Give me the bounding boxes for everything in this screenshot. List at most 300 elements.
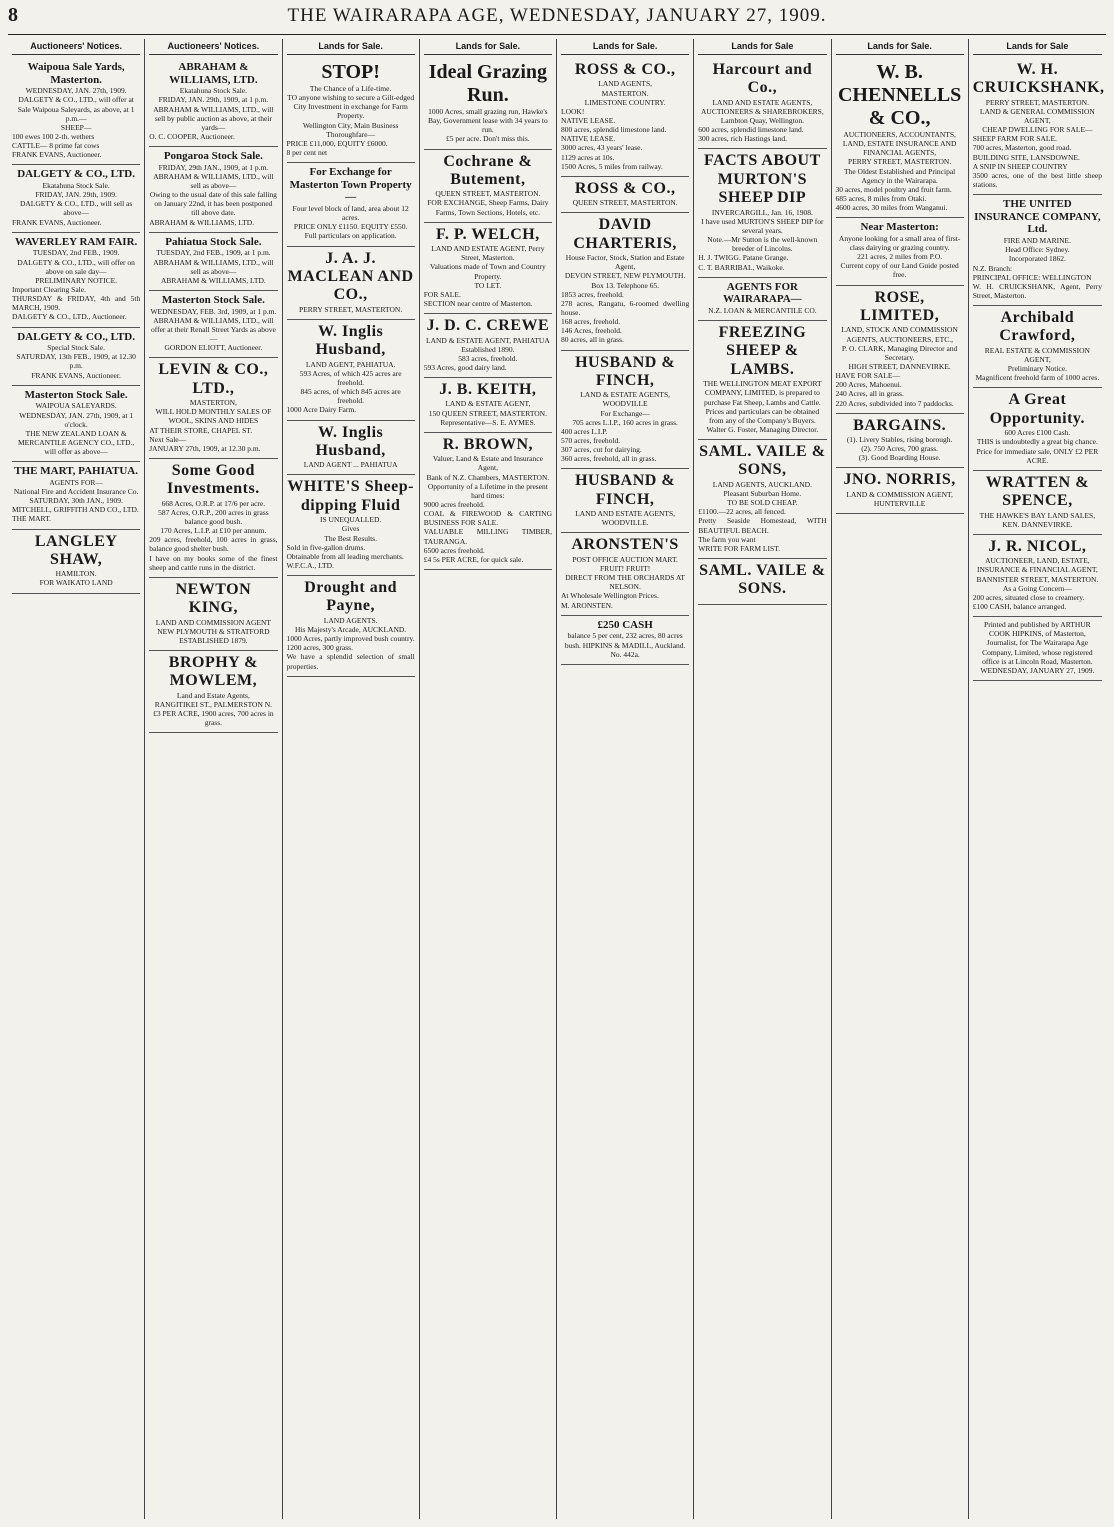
ad-text: FRANK EVANS, Auctioneer.	[12, 217, 102, 227]
ad-text: IS UNEQUALLED.	[320, 515, 382, 525]
column-6	[694, 39, 831, 1519]
ad-text: WILL HOLD MONTHLY SALES OF	[155, 407, 272, 417]
ad-text: Next Sale—	[149, 434, 187, 444]
ad-text: PRINCIPAL OFFICE: WELLINGTON	[972, 272, 1092, 282]
ad-text: JANUARY 27th, 1909, at 12.30 p.m.	[149, 443, 261, 453]
advertisement	[698, 58, 826, 149]
ad-text: W.F.C.A., LTD.	[286, 560, 334, 570]
ad-heading: LEVIN & CO., LTD.,	[158, 361, 269, 397]
ad-heading: Drought and Payne,	[304, 579, 398, 615]
ad-text: PRELIMINARY NOTICE.	[35, 275, 118, 285]
ad-text: Sold in five-gallon drums.	[286, 542, 366, 552]
ad-text: Lambton Quay, Wellington.	[720, 116, 805, 126]
ad-text: ABRAHAM & WILLIAMS, LTD., will sell as above—	[153, 171, 274, 191]
ad-text: RANGITIKEI ST., PALMERSTON N.	[154, 699, 273, 709]
ad-text: 307 acres, cut for dairying.	[561, 445, 642, 455]
ad-text: Bank of N.Z. Chambers, MASTERTON.	[426, 472, 550, 482]
ad-text: 3000 acres, 43 years' lease.	[561, 143, 643, 153]
ad-text: 200 Acres, Mahoenui.	[835, 380, 902, 390]
ad-text: 30 acres, model poultry and fruit farm.	[835, 184, 952, 194]
advertisement	[561, 213, 689, 350]
ad-text: MASTERTON,	[189, 398, 237, 408]
ad-text: FRIDAY, JAN. 29th, 1909.	[35, 190, 117, 200]
ad-text: LIMESTONE COUNTRY.	[584, 97, 666, 107]
ad-text: 1000 Acres, small grazing run, Hawke's Bay, Government lease with 34 years to run.	[428, 107, 548, 135]
ad-text: LOOK!	[561, 106, 585, 116]
ad-heading: R. BROWN,	[442, 435, 534, 453]
ad-text: 300 acres, rich Hastings land.	[698, 134, 787, 144]
ad-text: Gives	[341, 524, 360, 534]
ad-text: 6500 acres freehold.	[423, 545, 485, 555]
ad-text: For Exchange—	[600, 408, 650, 418]
column-8	[969, 39, 1106, 1519]
advertisement	[973, 617, 1102, 681]
ad-text: HIGH STREET, DANNEVIRKE.	[848, 361, 951, 371]
ad-text: Anyone looking for a small area of first-class dairying or grazing country.	[838, 233, 961, 253]
ad-text: LAND & COMMISSION AGENT,	[846, 489, 953, 499]
advertisement	[12, 165, 140, 232]
ad-text: 168 acres, freehold.	[561, 317, 621, 327]
ad-text: Box 13. Telephone 65.	[591, 280, 660, 290]
column-2	[145, 39, 282, 1519]
ad-text: DALGETY & CO., LTD., Auctioneer.	[12, 312, 127, 322]
ad-text: AUCTIONEERS & SHAREBROKERS,	[701, 106, 824, 116]
ad-text: 1129 acres at 10s.	[561, 152, 615, 162]
advertisement	[149, 358, 277, 459]
ad-text: LAND AND ESTATE AGENTS,	[712, 97, 813, 107]
ad-heading: J. A. J. MACLEAN AND CO.,	[287, 249, 414, 304]
ad-text: 400 acres L.I.P.	[561, 426, 608, 436]
ad-text: PRICE ONLY £1150. EQUITY £550.	[293, 222, 408, 232]
ad-text: 150 QUEEN STREET, MASTERTON.	[428, 408, 547, 418]
ad-heading: For Exchange for Masterton Town Property—	[289, 166, 412, 204]
ad-heading: THE MART, PAHIATUA.	[14, 465, 138, 478]
ad-text: SHEEP—	[60, 122, 92, 132]
ad-heading: STOP!	[321, 61, 380, 83]
ad-text: Important Clearing Sale.	[12, 284, 86, 294]
ad-heading: WHITE'S Sheep-dipping Fluid	[287, 478, 414, 514]
advertisement	[287, 163, 415, 246]
ad-heading: JNO. NORRIS,	[843, 471, 956, 489]
advertisement	[287, 58, 415, 163]
ad-text: THE HAWKE'S BAY LAND SALES,	[979, 510, 1096, 520]
ad-text: FOR SALE.	[423, 289, 461, 299]
advertisement	[836, 218, 964, 285]
ad-text: FRANK EVANS, Auctioneer.	[12, 150, 102, 160]
ad-text: AUCTIONEER, LAND, ESTATE, INSURANCE & FINANCIAL AGENT,	[976, 556, 1098, 575]
ad-text: £3 PER ACRE, 1900 acres, 700 acres in grass.	[153, 709, 274, 728]
ad-text: £1100.—22 acres, all fenced.	[698, 507, 786, 517]
ad-heading: AGENTS FOR WAIRARAPA—	[723, 280, 802, 306]
ad-heading: Waipoua Sale Yards, Masterton.	[27, 61, 125, 86]
advertisement	[973, 471, 1102, 535]
ad-text: THE NEW ZEALAND LOAN & MERCANTILE AGENCY CO., LTD., will offer as above—	[17, 428, 135, 457]
ad-text: Price for immediate sale, ONLY £2 PER ACRE.	[976, 446, 1099, 465]
ad-text: FRANK EVANS, Auctioneer.	[31, 370, 121, 380]
advertisement	[836, 58, 964, 218]
advertisement	[12, 58, 140, 165]
ad-text: Wellington City, Main Business Thoroughfare—	[302, 120, 399, 139]
advertisement	[972, 58, 1105, 195]
advertisement	[287, 576, 415, 677]
column-heading: Auctioneers' Notices.	[149, 39, 277, 55]
advertisement	[12, 328, 140, 386]
ad-heading: Pongaroa Stock Sale.	[163, 150, 263, 163]
ad-text: NATIVE LEASE.	[561, 134, 616, 144]
ad-text: WRITE FOR FARM LIST.	[698, 543, 781, 553]
ad-text: balance 5 per cent, 232 acres, 80 acres bush. HIPKINS & MADILL, Auckland. No. 442a.	[564, 631, 686, 659]
ad-text: SHEEP FARM FOR SALE.	[972, 134, 1057, 144]
ad-text: 593 Acres, of which 425 acres are freehold.	[299, 368, 402, 387]
ad-text: Land and Estate Agents,	[176, 690, 250, 700]
ad-text: DALGETY & CO., LTD., will sell as above—	[19, 199, 133, 218]
ad-text: 80 acres, all in grass.	[561, 335, 624, 345]
ad-heading: HUSBAND & FINCH,	[575, 353, 676, 389]
ad-text: £5 per acre. Don't miss this.	[446, 134, 530, 144]
ad-text: DALGETY & CO., LTD., will offer at Sale Waipoua Saleyards, as above, at 1 p.m.—	[17, 95, 135, 123]
ad-text: I have used MURTON'S SHEEP DIP for several years.	[701, 216, 824, 235]
ad-heading: SAML. VAILE & SONS.	[699, 561, 826, 598]
column-heading: Lands for Sale.	[836, 39, 964, 55]
advertisement	[424, 314, 552, 378]
column-4	[420, 39, 557, 1519]
ad-text: Printed and published by ARTHUR COOK HIPKINS, of Masterton, Journalist, for The Wairarapa Age Company, Limited, whose registered office is at Lincoln Road, Masterton.	[982, 620, 1093, 666]
ad-text: The Chance of a Life-time.	[309, 84, 392, 93]
newspaper-title: THE WAIRARAPA AGE, WEDNESDAY, JANUARY 27, 1909.	[287, 5, 827, 26]
ad-heading: Near Masterton:	[860, 221, 939, 234]
ad-text: COAL & FIREWOOD & CARTING BUSINESS FOR SALE.	[423, 509, 552, 528]
ad-text: MITCHELL, GRIFFITH AND CO., LTD.	[12, 505, 139, 515]
ad-heading: SAML. VAILE & SONS,	[699, 443, 826, 479]
ad-text: ABRAHAM & WILLIAMS, LTD., will offer at their Renall Street Yards as above—	[150, 315, 276, 344]
ad-text: NATIVE LEASE.	[561, 115, 616, 125]
ad-text: 600 Acres £100 Cash.	[1004, 428, 1071, 438]
page-number: 8	[8, 4, 18, 26]
ad-text: AUCTIONEERS, ACCOUNTANTS, LAND, ESTATE INSURANCE AND FINANCIAL AGENTS,	[842, 130, 957, 158]
ad-text: House Factor, Stock, Station and Estate Agent,	[565, 253, 685, 272]
advertisement	[424, 223, 552, 314]
ad-heading: BARGAINS.	[853, 416, 947, 434]
ad-heading: £250 CASH	[597, 618, 653, 631]
ad-heading: Masterton Stock Sale.	[161, 293, 265, 306]
ad-text: 100 ewes 100 2-th. wethers	[12, 131, 95, 141]
advertisement	[973, 535, 1102, 617]
ad-text: (2). 750 Acres, 700 grass.	[861, 444, 939, 454]
ad-text: 587 Acres, O.R.P., 200 acres in grass balance good bush.	[158, 507, 269, 526]
advertisement	[836, 414, 964, 469]
ad-heading: Pahiatua Stock Sale.	[165, 235, 262, 248]
advertisement	[149, 147, 277, 233]
ad-text: WEDNESDAY, JAN. 27th, 1909, at 1 o'clock.	[19, 410, 134, 429]
advertisement	[149, 233, 277, 291]
ad-text: Incorporated 1862.	[1008, 254, 1066, 264]
advertisement	[973, 195, 1102, 306]
ad-text: W. H. CRUICKSHANK, Agent, Perry Street, Masterton.	[972, 281, 1102, 300]
ad-text: Four level block of land, area about 12 acres.	[292, 204, 409, 223]
ad-text: P. O. CLARK, Managing Director and Secretary.	[841, 343, 958, 362]
ad-text: SATURDAY, 13th FEB., 1909, at 12.30 p.m.	[16, 352, 136, 371]
ad-heading: DALGETY & CO., LTD.	[17, 168, 135, 181]
ad-text: Ekatahuna Stock Sale.	[179, 86, 248, 96]
ad-text: 800 acres, splendid limestone land.	[561, 125, 667, 135]
ad-text: 9000 acres freehold.	[423, 500, 485, 509]
ad-heading: Ideal Grazing Run.	[428, 61, 548, 106]
ad-heading: WAVERLEY RAM FAIR.	[14, 235, 138, 248]
advertisement	[561, 616, 689, 665]
ad-text: Valuations made of Town and Country Property.	[429, 262, 546, 281]
ad-text: Prices and particulars can be obtained from any of the Company's Buyers.	[705, 406, 820, 425]
ad-text: LAND AGENT ... PAHIATUA	[303, 460, 398, 470]
ad-text: FIRE AND MARINE.	[1003, 236, 1072, 246]
ad-heading: ROSS & CO.,	[574, 61, 676, 78]
advertisement	[12, 530, 140, 594]
ad-text: LAND AGENT, PAHIATUA.	[305, 359, 396, 369]
ad-text: 600 acres, splendid limestone land.	[698, 125, 804, 135]
ad-text: National Fire and Accident Insurance Co.	[13, 486, 139, 496]
advertisement	[698, 149, 826, 277]
ad-text: (1). Livery Stables, rising borough.	[846, 435, 953, 445]
column-3	[283, 39, 420, 1519]
ad-text: LAND & GENERAL COMMISSION AGENT,	[979, 106, 1095, 126]
ad-text: 668 Acres, O.R.P. at 17/6 per acre.	[161, 498, 266, 508]
ad-text: Opportunity of a Lifetime in the present hard times:	[427, 481, 548, 500]
ad-text: SATURDAY, 30th JAN., 1909.	[29, 496, 123, 506]
ad-text: The Best Results.	[324, 533, 377, 543]
ad-text: N.Z. LOAN & MERCANTILE CO.	[708, 305, 817, 315]
column-5	[557, 39, 694, 1519]
column-heading: Lands for Sale	[698, 39, 826, 55]
advertisement	[12, 233, 140, 328]
ad-text: LAND AGENTS.	[323, 615, 378, 625]
ad-text: LAND & ESTATE AGENTS, WOODVILLE	[580, 390, 671, 409]
ad-text: POST OFFICE AUCTION MART.	[572, 554, 678, 564]
ad-text: WOODVILLE.	[601, 518, 649, 528]
ad-text: INVERCARGILL, Jan. 16, 1908.	[711, 207, 813, 217]
ad-text: Valuer, Land & Estate and Insurance Agent,	[432, 454, 543, 473]
ad-text: QUEEN STREET, MASTERTON.	[435, 189, 541, 199]
advertisement	[149, 459, 277, 578]
ad-text: 1200 acres, 300 grass.	[286, 643, 353, 653]
advertisement	[973, 306, 1102, 388]
ad-text: 220 Acres, subdivided into 7 paddocks.	[835, 398, 954, 408]
ad-text: The farm you want	[698, 534, 756, 544]
ad-heading: A Great Opportunity.	[989, 391, 1086, 427]
advertisement	[424, 58, 552, 150]
ad-text: Walter G. Foster, Managing Director.	[706, 424, 819, 434]
ad-text: Ekatahuna Stock Sale.	[42, 181, 110, 191]
ad-text: 700 acres, Masterton, good road.	[972, 143, 1072, 153]
advertisement	[424, 150, 552, 223]
advertisement	[12, 386, 140, 462]
ad-text: TUESDAY, 2nd FEB., 1909, at 1 p.m.	[156, 248, 271, 258]
ad-text: At Wholesale Wellington Prices.	[561, 591, 659, 601]
ad-text: DEVON STREET, NEW PLYMOUTH.	[564, 271, 686, 281]
ad-text: FOR WAIKATO LAND	[39, 578, 113, 588]
ad-text: DALGETY & CO., LTD., will offer on above on sale day—	[17, 257, 135, 276]
ad-text: As a Going Concern—	[1002, 583, 1072, 593]
ad-text: PERRY STREET, MASTERTON.	[299, 304, 403, 314]
ad-text: ABRAHAM & WILLIAMS, LTD., will sell as above—	[153, 257, 274, 276]
advertisement	[698, 440, 826, 559]
advertisement	[424, 433, 552, 570]
ad-text: A SNIP IN SHEEP COUNTRY	[972, 161, 1068, 171]
ad-text: 705 acres L.I.P., 160 acres in grass.	[572, 417, 678, 427]
columns-grid	[8, 39, 1106, 1519]
ad-text: His Majesty's Arcade, AUCKLAND.	[295, 625, 407, 635]
ad-text: 170 Acres, L.I.P. at £10 per annum.	[160, 526, 267, 536]
ad-text: BANNISTER STREET, MASTERTON.	[976, 574, 1099, 584]
advertisement	[149, 578, 277, 651]
ad-heading: Cochrane & Butement,	[443, 152, 533, 188]
ad-text: 8 per cent net	[286, 147, 328, 157]
advertisement	[836, 468, 964, 514]
advertisement	[698, 559, 826, 605]
ad-heading: Masterton Stock Sale.	[24, 388, 128, 401]
ad-text: Full particulars on application.	[304, 231, 397, 241]
ad-heading: DAVID CHARTERIS,	[573, 216, 677, 252]
ad-heading: J. R. NICOL,	[988, 537, 1087, 555]
ad-text: I have on my books some of the finest sheep and cattle runs in the district.	[149, 553, 278, 572]
ad-text: LAND & ESTATE AGENT, PAHIATUA	[425, 335, 550, 345]
ad-text: 583 acres, freehold.	[458, 353, 518, 363]
column-7	[832, 39, 969, 1519]
advertisement	[287, 421, 415, 476]
ad-text: CHEAP DWELLING FOR SALE—	[982, 125, 1093, 135]
ad-text: ABRAHAM & WILLIAMS, LTD.	[160, 275, 266, 285]
ad-text: 146 Acres, freehold.	[561, 326, 622, 336]
ad-text: £4 5s PER ACRE, for quick sale.	[423, 554, 524, 564]
ad-text: QUEEN STREET, MASTERTON.	[572, 198, 678, 208]
ad-text: DIRECT FROM THE ORCHARDS AT NELSON.	[565, 573, 685, 592]
ad-heading: THE UNITED INSURANCE COMPANY, Ltd.	[974, 198, 1101, 236]
ad-text: FOR EXCHANGE, Sheep Farms, Dairy Farms, Town Sections, Hotels, etc.	[427, 198, 549, 217]
ad-heading: WRATTEN & SPENCE,	[985, 473, 1090, 510]
ad-text: Current copy of our Land Guide posted free.	[840, 261, 959, 280]
advertisement	[149, 651, 277, 733]
ad-text: 1853 acres, freehold.	[561, 289, 624, 299]
ad-text: 4600 acres, 30 miles from Wanganui.	[835, 203, 948, 213]
ad-heading: FREEZING SHEEP & LAMBS.	[718, 324, 807, 378]
advertisement	[836, 286, 964, 414]
ad-text: REAL ESTATE & COMMISSION AGENT,	[984, 345, 1090, 365]
ad-heading: F. P. WELCH,	[436, 225, 540, 243]
ad-text: 685 acres, 8 miles from Otaki.	[835, 193, 927, 203]
ad-text: KEN. DANNEVIRKE.	[1002, 519, 1073, 529]
ad-text: Note.—Mr Sutton is the well-known breeder of Lincolns.	[707, 235, 818, 254]
ad-text: WEDNESDAY, JANUARY 27, 1909.	[980, 665, 1095, 675]
ad-heading: FACTS ABOUT MURTON'S SHEEP DIP	[703, 152, 821, 207]
column-heading: Auctioneers' Notices.	[12, 39, 140, 55]
ad-heading: ROSS & CO.,	[574, 179, 676, 197]
ad-text: 360 acres, freehold, all in grass.	[561, 454, 657, 464]
ad-text: We have a splendid selection of small properties.	[286, 652, 415, 671]
ad-text: 3500 acres, one of the best little sheep stations.	[972, 170, 1102, 190]
ad-text: ABRAHAM & WILLIAMS, LTD., will sell by public auction as above, at their yards—	[153, 104, 274, 132]
ad-text: Pleasant Suburban Home.	[723, 489, 802, 498]
ad-text: 570 acres, freehold.	[561, 436, 621, 445]
ad-text: 209 acres, freehold, 100 acres in grass, balance good shelter bush.	[149, 535, 278, 554]
ad-text: THE MART.	[12, 514, 51, 524]
ad-text: Owing to the usual date of this sale falling on January 22nd, it has been postponed till above date.	[149, 190, 277, 218]
ad-text: WOOL, SKINS AND HIDES	[168, 416, 259, 426]
ad-heading: ROSE, LIMITED,	[860, 288, 940, 324]
ad-text: FRUIT! FRUIT!	[600, 564, 651, 574]
advertisement	[561, 533, 689, 615]
ad-text: HAMILTON.	[55, 569, 97, 579]
ad-text: HAVE FOR SALE—	[835, 371, 900, 381]
ad-text: TO BE SOLD CHEAP.	[727, 498, 798, 508]
ad-text: N.Z. Branch:	[972, 263, 1013, 273]
ad-heading: ABRAHAM & WILLIAMS, LTD.	[169, 61, 258, 86]
ad-text: HUNTERVILLE	[873, 499, 926, 508]
ad-heading: W. B. CHENNELLS & CO.,	[837, 61, 962, 129]
ad-text: Preliminary Notice.	[1007, 364, 1067, 374]
ad-text: WEDNESDAY, JAN. 27th, 1909.	[25, 86, 127, 96]
ad-text: PERRY STREET, MASTERTON.	[985, 97, 1089, 107]
ad-text: ABRAHAM & WILLIAMS, LTD.	[149, 217, 255, 227]
ad-heading: Archibald Crawford,	[999, 309, 1076, 345]
advertisement	[287, 475, 415, 576]
ad-text: THE WELLINGTON MEAT EXPORT COMPANY, LIMITED, is prepared to purchase Fat Sheep, Lambs and Cattle.	[703, 379, 822, 407]
advertisement	[561, 58, 689, 177]
ad-text: Pretty Seaside Homestead, WITH BEAUTIFUL BEACH.	[698, 516, 827, 535]
ad-text: WEDNESDAY, FEB. 3rd, 1909, at 1 p.m.	[150, 306, 277, 316]
advertisement	[561, 177, 689, 214]
ad-heading: BROPHY & MOWLEM,	[168, 654, 258, 690]
ad-text: LAND AGENTS, AUCKLAND.	[712, 479, 812, 489]
ad-text: 240 Acres, all in grass.	[835, 389, 904, 399]
ad-heading: J. D. C. CREWE	[426, 317, 550, 335]
ad-text: VALUABLE MILLING TIMBER, TAURANGA.	[423, 527, 552, 546]
ad-text: LAND AND COMMISSION AGENT	[155, 617, 271, 627]
ad-text: Special Stock Sale.	[47, 343, 105, 353]
ad-text: 1000 Acre Dairy Farm.	[286, 405, 357, 415]
ad-heading: W. H. CRUICKSHANK,	[972, 61, 1105, 97]
column-heading: Lands for Sale	[973, 39, 1102, 55]
ad-text: FRIDAY, 29th JAN., 1909, at 1 p.m.	[158, 162, 269, 172]
ad-text: LAND & ESTATE AGENT,	[445, 399, 531, 409]
ad-text: 278 acres, Rangatu, 6-roomed dwelling house.	[561, 298, 690, 317]
ad-text: £100 CASH, balance arranged.	[972, 601, 1067, 611]
ad-text: Magnificent freehold farm of 1000 acres.	[975, 373, 1100, 383]
ad-heading: LANGLEY SHAW,	[34, 532, 118, 568]
ad-heading: W. Inglis Husband,	[315, 423, 386, 459]
ad-text: LAND AND ESTATE AGENTS,	[575, 509, 676, 519]
ad-text: Representative—S. E. AYMES.	[440, 417, 536, 427]
ad-text: LAND AND ESTATE AGENT, Perry Street, Masterton.	[431, 244, 545, 263]
ad-text: THIS is undoubtedly a great big chance.	[976, 437, 1098, 447]
ad-text: NEW PLYMOUTH & STRATFORD	[157, 626, 270, 636]
ad-text: CATTLE— 8 prime fat cows	[12, 141, 100, 151]
ad-text: The Oldest Established and Principal Agency in the Wairarapa.	[844, 166, 956, 185]
ad-text: 221 acres, 2 miles from P.O.	[857, 252, 943, 262]
advertisement	[149, 58, 277, 147]
ad-text: AT THEIR STORE, CHAPEL ST.	[149, 425, 253, 435]
advertisement	[149, 291, 277, 358]
ad-text: Head Office: Sydney.	[1005, 245, 1070, 255]
ad-heading: NEWTON KING,	[175, 580, 252, 617]
masthead	[8, 4, 1106, 35]
column-1	[8, 39, 145, 1519]
ad-text: ESTABLISHED 1879.	[179, 635, 248, 645]
ad-text: H. J. TWIGG. Patane Grange.	[698, 253, 789, 263]
ad-text: Established 1890.	[461, 344, 515, 354]
ad-text: LAND AGENTS,	[598, 79, 652, 89]
ad-text: 1500 Acres, 5 miles from railway.	[561, 161, 663, 171]
ad-text: AGENTS FOR—	[49, 477, 103, 487]
ad-text: TO anyone wishing to secure a Gilt-edged City Investment in exchange for Farm Property.	[287, 93, 415, 121]
advertisement	[12, 462, 140, 529]
